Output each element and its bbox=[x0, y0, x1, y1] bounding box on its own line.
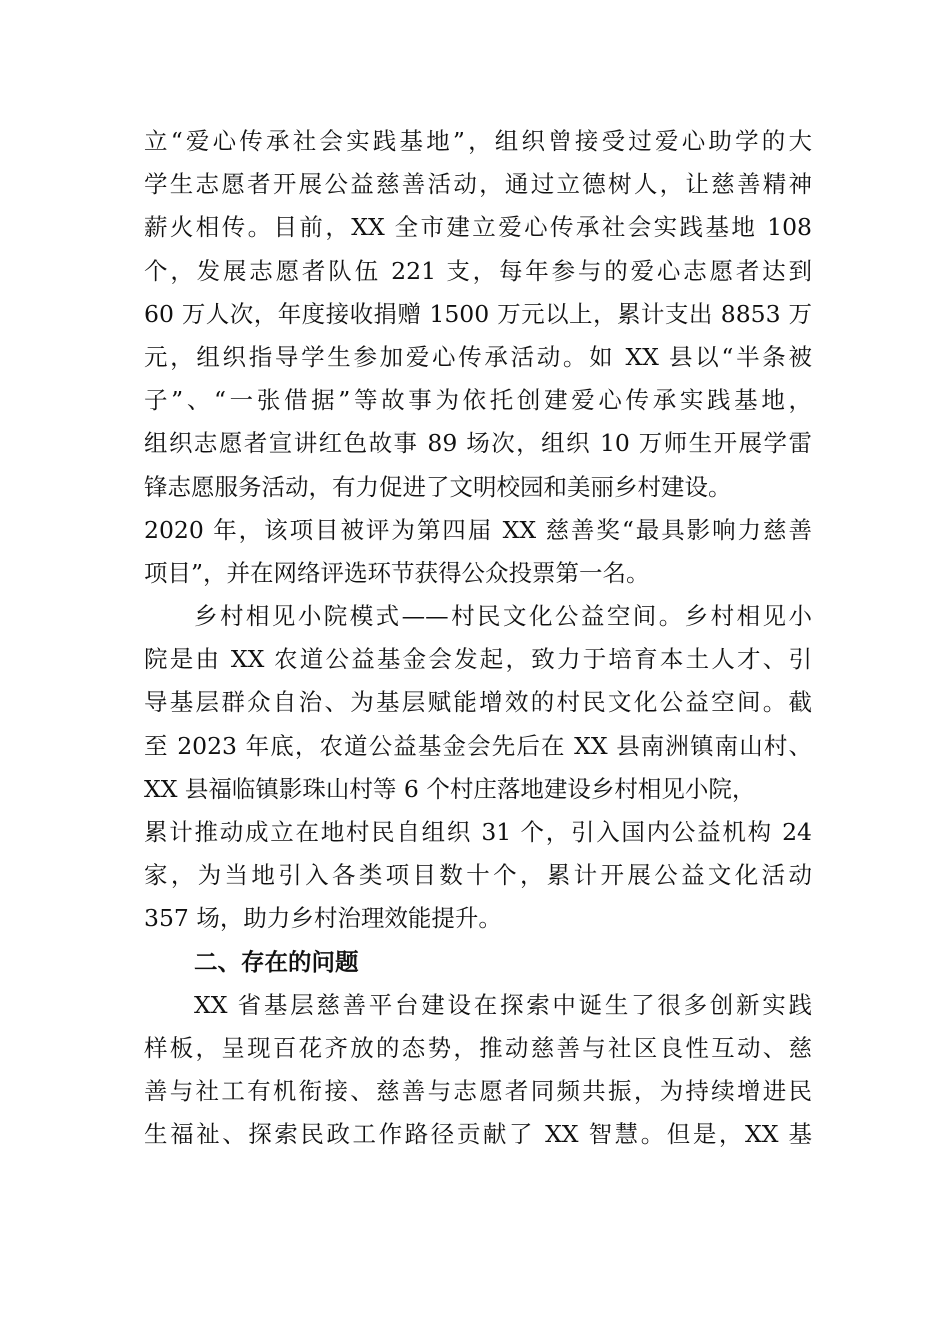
text-line: 乡村相见小院模式——村民文化公益空间。乡村相见小 bbox=[194, 602, 812, 631]
text-line: 子”、“一张借据”等故事为依托创建爱心传承实践基地， bbox=[144, 386, 812, 415]
text-line: 组织志愿者宣讲红色故事 89 场次，组织 10 万师生开展学雷 bbox=[144, 429, 812, 458]
section-heading: 二、存在的问题 bbox=[194, 947, 359, 976]
text-line: 锋志愿服务活动，有力促进了文明校园和美丽乡村建设。 bbox=[144, 472, 732, 501]
text-line: 2020 年，该项目被评为第四届 XX 慈善奖“最具影响力慈善 bbox=[144, 515, 812, 544]
text-line: 357 场，助力乡村治理效能提升。 bbox=[144, 904, 502, 933]
text-line: 至 2023 年底，农道公益基金会先后在 XX 县南洲镇南山村、 bbox=[144, 731, 812, 760]
text-line: 院是由 XX 农道公益基金会发起，致力于培育本土人才、引 bbox=[144, 645, 812, 674]
text-line: 薪火相传。目前，XX 全市建立爱心传承社会实践基地 108 bbox=[144, 213, 812, 242]
text-line: 导基层群众自治、为基层赋能增效的村民文化公益空间。截 bbox=[144, 688, 812, 717]
text-line: 样板，呈现百花齐放的态势，推动慈善与社区良性互动、慈 bbox=[144, 1033, 812, 1062]
text-line: 生福祉、探索民政工作路径贡献了 XX 智慧。但是，XX 基 bbox=[144, 1120, 812, 1149]
text-line: 累计推动成立在地村民自组织 31 个，引入国内公益机构 24 bbox=[144, 818, 812, 846]
text-line: 项目”，并在网络评选环节获得公众投票第一名。 bbox=[144, 558, 650, 587]
text-line: XX 县福临镇影珠山村等 6 个村庄落地建设乡村相见小院， bbox=[144, 774, 756, 803]
text-line: 善与社工有机衔接、慈善与志愿者同频共振，为持续增进民 bbox=[144, 1077, 812, 1106]
text-line: 家，为当地引入各类项目数十个，累计开展公益文化活动 bbox=[144, 861, 812, 890]
text-line: 个，发展志愿者队伍 221 支，每年参与的爱心志愿者达到 bbox=[144, 256, 812, 285]
paragraph-2 bbox=[144, 595, 812, 941]
text-line: 元，组织指导学生参加爱心传承活动。如 XX 县以“半条被 bbox=[144, 342, 812, 371]
text-line: 学生志愿者开展公益慈善活动，通过立德树人，让慈善精神 bbox=[144, 170, 812, 199]
paragraph-3 bbox=[144, 984, 812, 1157]
paragraph-1 bbox=[144, 120, 812, 595]
text-line: XX 省基层慈善平台建设在探索中诞生了很多创新实践 bbox=[194, 990, 812, 1019]
body-text bbox=[144, 120, 812, 1157]
text-line: 立“爱心传承社会实践基地”，组织曾接受过爱心助学的大 bbox=[144, 127, 812, 155]
text-line: 60 万人次，年度接收捐赠 1500 万元以上，累计支出 8853 万 bbox=[144, 299, 812, 328]
